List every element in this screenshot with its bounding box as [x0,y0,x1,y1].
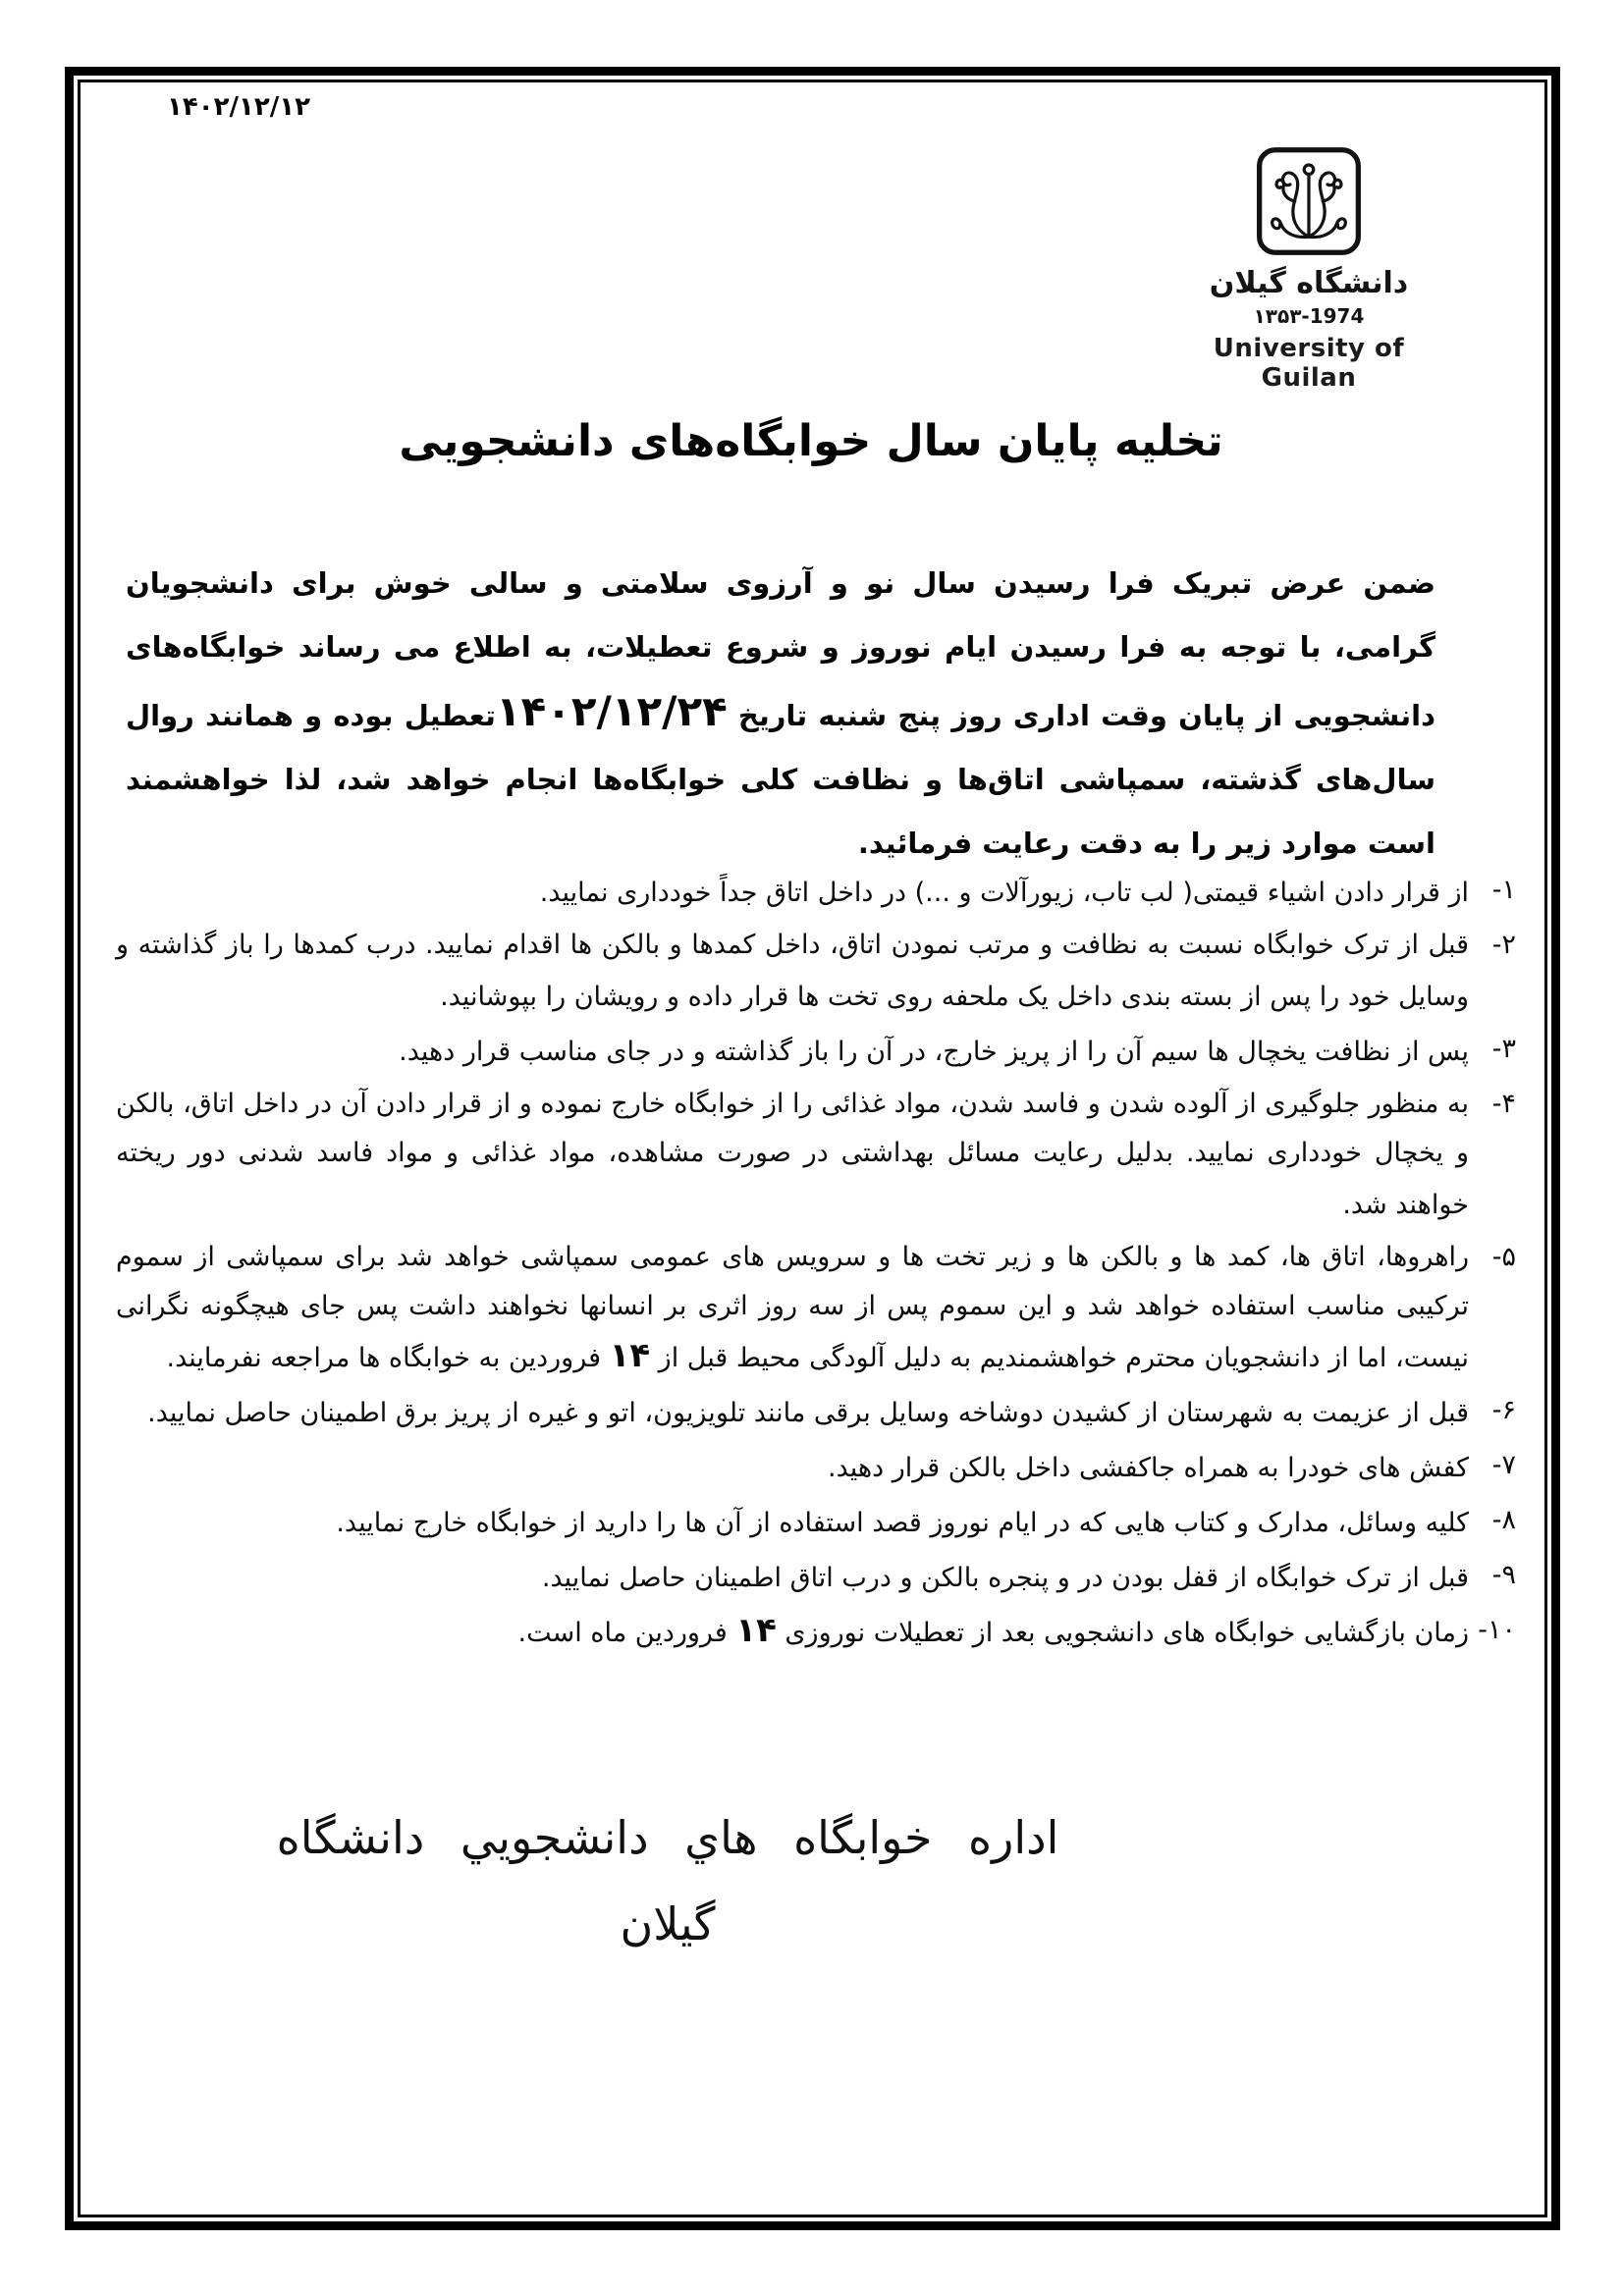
university-emblem-icon [1253,143,1365,263]
signature-line2: گيلان [620,1897,716,1950]
list-item-text: به منظور جلوگیری از آلوده شدن و فاسد شدن، مواد غذائی را از خوابگاه خارج نموده و از قرار دادن آن در داخل اتاق، بالکن و یخچال خودداری نمایید. بدلیل رعایت مسائل بهداشتی در صورت مشاهده، مواد غذائی و مواد فاسد شدنی دور ریخته خواهند شد. [116,1089,1469,1220]
list-item-highlight: ۱۴ [609,1336,651,1375]
list-item-text-after: فروردین به خوابگاه ها مراجعه نفرمایند. [166,1343,610,1373]
university-name-persian: دانشگاه گیلان [1209,266,1409,300]
list-item-number: ۳- [1491,1034,1516,1064]
list-item-text: راهروها، اتاق ها، کمد ها و بالکن ها و زیر تخت ها و سرویس های عمومی سمپاشی خواهد شد برای سمپاشی از سموم ترکیبی مناسب استفاده خواهد شد و این سموم پس از سه روز اثری بر انسانها نخواهند داشت پس جای هیچگونه نگرانی نیست، اما از دانشجویان محترم خواهشمندیم به دلیل آلودگی محیط قبل از [116,1242,1469,1373]
intro-text-part1: ضمن عرض تبریک فرا رسیدن سال نو و آرزوی سلامتی و سالی خوش برای دانشجویان گرامی، با توجه به فرا رسیدن ایام نوروز و شروع تعطیلات، به اطلاع می رساند خوابگاه‌های دانشجویی از پایان وقت اداری روز پنج شنبه تاریخ [126,566,1435,732]
instructions-list [116,866,1516,1661]
list-item [116,1386,1516,1438]
list-item-text: پس از نظافت یخچال ها سیم آن را از پریز خارج، در آن را باز گذاشته و در جای مناسب قرار دهید. [399,1037,1469,1067]
university-founding-years: ۱۳۵۳-1974 [1253,304,1365,328]
list-item-text: زمان بازگشایی خوابگاه های دانشجویی بعد از تعطیلات نوروزی [776,1618,1469,1648]
list-item-text: از قرار دادن اشیاء قیمتی( لب تاب، زیورآلات و ...) در داخل اتاق جداً خودداری نمایید. [539,878,1469,908]
list-item-number: ۶- [1491,1395,1516,1425]
list-item-number: ۲- [1491,930,1516,960]
signature-block [88,1794,1247,1967]
university-name-english: University of Guilan [1213,334,1405,393]
list-item-text: کفش های خودرا به همراه جاکفشی داخل بالکن قرار دهید. [828,1453,1469,1483]
letter-date: ۱۴۰۲/۱۲/۱۲ [167,92,310,122]
list-item [116,1441,1516,1493]
list-item-number: ۱- [1491,875,1516,905]
intro-text-part2: تعطیل بوده و همانند روال سال‌های گذشته، سمپاشی اتاق‌ها و نظافت کلی خوابگاه‌ها انجام خواهد شد، لذا خواهشمند است موارد زیر را به دقت رعایت فرمائید. [126,699,1435,860]
signature-line1: اداره خوابگاه هاي دانشجويي دانشگاه [276,1811,1059,1864]
list-item-highlight: ۱۴ [735,1611,777,1650]
list-item-number: ۹- [1491,1560,1516,1590]
list-item [116,1496,1516,1548]
list-item [116,1080,1516,1230]
list-item [116,1606,1516,1658]
list-item-text: قبل از عزیمت به شهرستان از کشیدن دوشاخه وسایل برقی مانند تلویزیون، اتو و غیره از پریز برق اطمینان حاصل نمایید. [147,1398,1469,1428]
list-item-text-after: فروردین ماه است. [517,1618,736,1648]
list-item-number: ۱۰- [1478,1615,1516,1645]
list-item-number: ۵- [1491,1242,1516,1272]
closure-date: ۱۴۰۲/۱۲/۲۴ [495,687,728,735]
list-item [116,1025,1516,1077]
university-logo [1186,143,1432,393]
list-item-number: ۷- [1491,1450,1516,1480]
list-item [116,1233,1516,1383]
intro-paragraph [126,552,1435,876]
list-item-text: قبل از ترک خوابگاه نسبت به نظافت و مرتب نمودن اتاق، داخل کمدها و بالکن ها اقدام نمایید. درب کمدها را باز گذاشته و وسایل خود را پس از بسته بندی داخل یک ملحفه روی تخت ها قرار داده و رویشان را بپوشانید. [116,930,1469,1012]
list-item [116,1551,1516,1603]
list-item-text: کلیه وسائل، مدارک و کتاب هایی که در ایام نوروز قصد استفاده از آن ها را دارید از خوابگاه خارج نمایید. [336,1508,1469,1538]
list-item-number: ۸- [1491,1505,1516,1535]
list-item-number: ۴- [1491,1089,1516,1119]
list-item-text: قبل از ترک خوابگاه از قفل بودن در و پنجره بالکن و درب اتاق اطمینان حاصل نمایید. [541,1563,1469,1593]
list-item [116,921,1516,1022]
document-title: تخلیه پایان سال خوابگاه‌های دانشجویی [399,416,1223,466]
list-item [116,866,1516,918]
